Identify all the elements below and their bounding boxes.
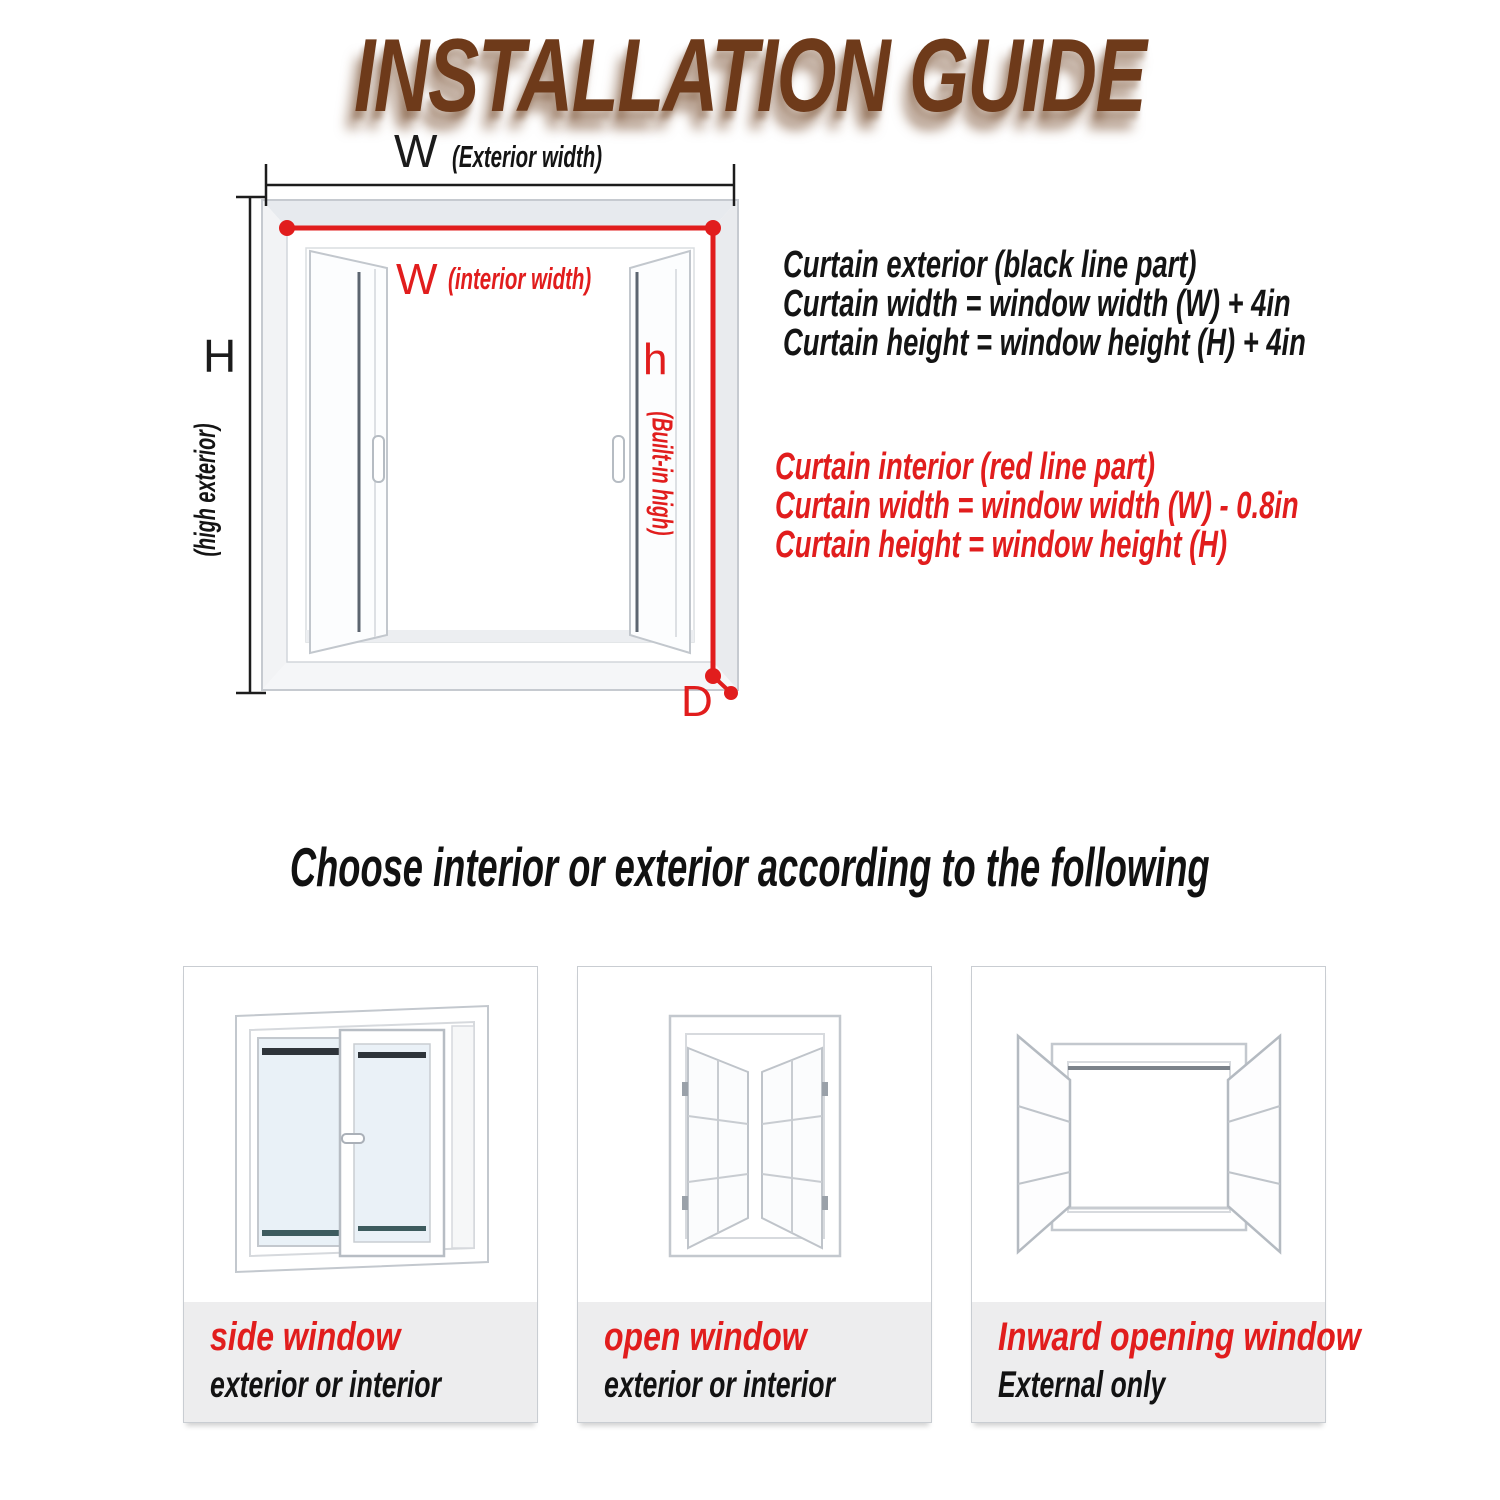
curtain-exterior-note xyxy=(783,246,1500,363)
section-heading-wrap xyxy=(0,836,1500,898)
window-measurement-diagram-art xyxy=(200,125,780,740)
inward-window-caption xyxy=(972,1302,1361,1422)
exterior-note-line-1: Curtain exterior (black line part) xyxy=(783,244,1197,286)
side-window-subtitle: exterior or interior xyxy=(210,1364,441,1405)
exterior-width-letter: W xyxy=(394,125,438,177)
exterior-height-caption-wrap xyxy=(180,392,232,588)
interior-width-caption: (interior width) xyxy=(448,261,592,296)
exterior-width-caption: (Exterior width) xyxy=(452,139,603,174)
interior-note-line-1: Curtain interior (red line part) xyxy=(775,446,1156,488)
page-title: INSTALLATION GUIDE xyxy=(354,18,1146,134)
panel-open-window xyxy=(577,966,932,1423)
sliding-window-illustration xyxy=(206,986,516,1286)
open-window-caption xyxy=(578,1302,931,1422)
inward-window-image-area xyxy=(972,967,1325,1304)
inward-window-subtitle: External only xyxy=(998,1364,1166,1405)
inward-opening-window-illustration xyxy=(994,986,1304,1286)
curtain-interior-note xyxy=(775,448,1500,565)
side-window-image-area xyxy=(184,967,537,1304)
open-window-image-area xyxy=(578,967,931,1304)
open-window-subtitle: exterior or interior xyxy=(604,1364,835,1405)
interior-height-caption: (Built-in high) xyxy=(645,410,678,536)
exterior-note-line-2: Curtain width = window width (W) + 4in xyxy=(783,283,1291,325)
section-heading: Choose interior or exterior according to the following xyxy=(290,836,1210,898)
side-window-caption xyxy=(184,1302,537,1422)
open-window-title: open window xyxy=(604,1315,807,1359)
side-window-title: side window xyxy=(210,1315,401,1359)
panel-side-window xyxy=(183,966,538,1423)
interior-height-caption-wrap xyxy=(635,380,687,566)
interior-height-letter: h xyxy=(643,335,668,384)
panel-inward-opening-window xyxy=(971,966,1361,1423)
exterior-height-letter: H xyxy=(203,330,237,382)
inward-window-title: Inward opening window xyxy=(998,1315,1361,1359)
exterior-note-line-3: Curtain height = window height (H) + 4in xyxy=(783,322,1306,364)
exterior-height-caption: (high exterior) xyxy=(189,423,222,557)
open-window-illustration xyxy=(600,986,910,1286)
depth-letter: D xyxy=(681,677,713,726)
page-title-wrap xyxy=(0,18,1500,134)
interior-note-line-2: Curtain width = window width (W) - 0.8in xyxy=(775,485,1299,527)
interior-note-line-3: Curtain height = window height (H) xyxy=(775,524,1228,566)
interior-width-letter: W xyxy=(396,255,438,304)
